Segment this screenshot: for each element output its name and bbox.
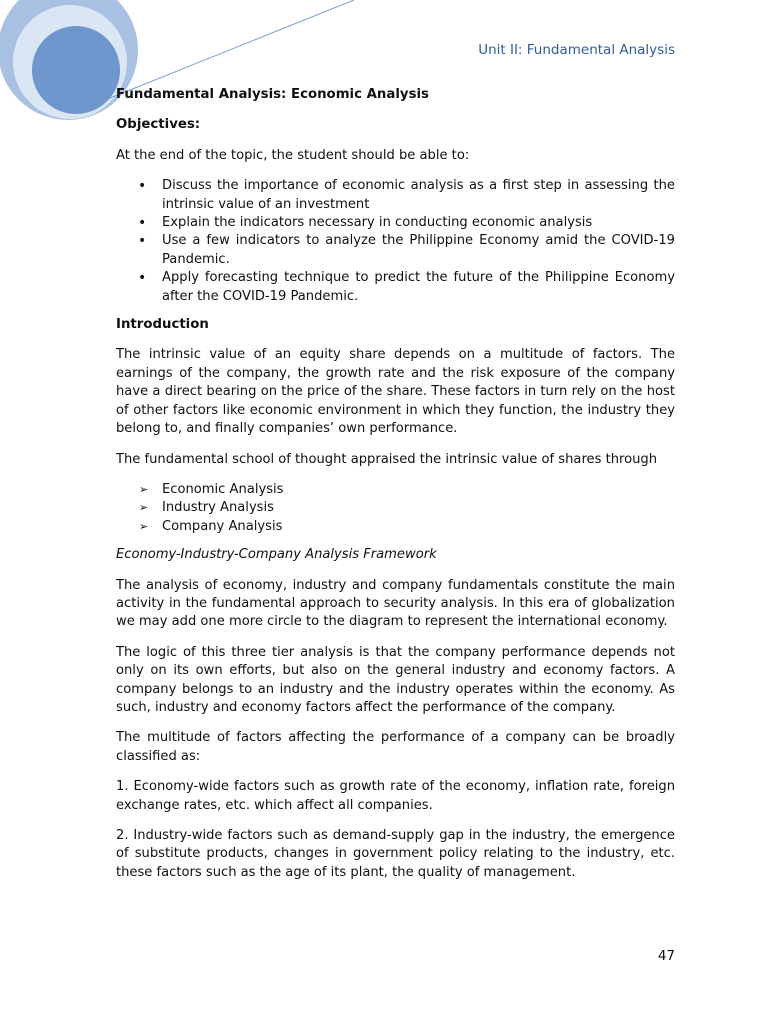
- framework-paragraph: The analysis of economy, industry and company fundamentals constitute the main activity in the fundamental approach to security analysis. In this era of globalization we may add one more circle to the diagram to represent the international economy.: [116, 577, 675, 630]
- objectives-heading: Objectives:: [116, 117, 201, 133]
- list-item: ➢ Economic Analysis: [116, 481, 675, 499]
- factor-1-paragraph: 1. Economy-wide factors such as growth rate of the economy, inflation rate, foreign exchange rates, etc. which affect all companies.: [116, 779, 675, 813]
- analysis-list: [116, 481, 675, 536]
- intro-paragraph: The intrinsic value of an equity share depends on a multitude of factors. The earnings of the company, the growth rate and the risk exposure of the company have a direct bearing on the price of the share. These factors in turn rely on the host of other factors like economic environment in which they function, the industry they belong to, and finally companies’ own performance.: [116, 347, 675, 437]
- list-item: • Discuss the importance of economic analysis as a first step in assessing the intrinsic value of an investment: [138, 178, 675, 212]
- multitude-paragraph: The multitude of factors affecting the performance of a company can be broadly classified as:: [116, 730, 675, 764]
- introduction-heading: Introduction: [116, 317, 209, 333]
- list-item: • Apply forecasting technique to predict the future of the Philippine Economy after the COVID-19 Pandemic.: [138, 270, 675, 304]
- logic-paragraph: The logic of this three tier analysis is that the company performance depends not only on its own efforts, but also on the general industry and economy factors. A company belongs to an industry and the industry operates within the economy. As such, industry and economy factors affect the performance of the company.: [116, 644, 675, 715]
- arrow-bullet-icon: ➢: [139, 482, 149, 496]
- arrow-bullet-icon: ➢: [139, 501, 149, 515]
- objectives-intro: At the end of the topic, the student should be able to:: [116, 147, 470, 163]
- school-paragraph: The fundamental school of thought appraised the intrinsic value of shares through: [116, 451, 658, 467]
- document-body: [116, 86, 675, 894]
- page-number: 47: [657, 948, 675, 964]
- bullet-dot-icon: •: [138, 233, 147, 250]
- list-item: ➢ Company Analysis: [116, 518, 675, 536]
- running-header: Unit II: Fundamental Analysis: [478, 42, 675, 58]
- list-item: ➢ Industry Analysis: [116, 499, 675, 517]
- framework-heading: Economy-Industry-Company Analysis Framework: [116, 547, 437, 563]
- document-title: Fundamental Analysis: Economic Analysis: [116, 87, 429, 102]
- objectives-list: [116, 177, 675, 306]
- arrow-bullet-icon: ➢: [139, 519, 149, 533]
- factor-2-paragraph: 2. Industry-wide factors such as demand-supply gap in the industry, the emergence of substitute products, changes in government policy relating to the industry, etc. these factors such as the age of its plant, the quality of management.: [116, 828, 675, 880]
- list-item: • Use a few indicators to analyze the Philippine Economy amid the COVID-19 Pandemic.: [138, 233, 675, 267]
- bullet-dot-icon: •: [138, 178, 147, 195]
- bullet-dot-icon: •: [138, 270, 147, 287]
- bullet-dot-icon: •: [138, 215, 147, 232]
- list-item: • Explain the indicators necessary in conducting economic analysis: [138, 215, 593, 232]
